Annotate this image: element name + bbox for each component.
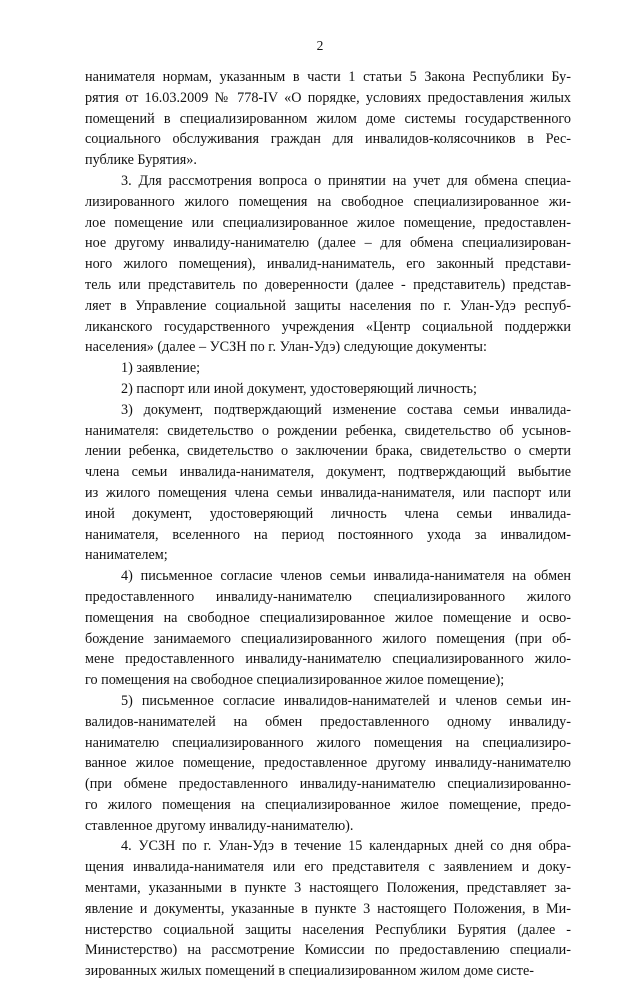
text-line: тель или представитель по доверенности (далее - представитель) представ- [85,276,571,293]
text-line: 3. Для рассмотрения вопроса о принятии на учет для обмена специа- [121,172,571,189]
text-line: ставленное другому инвалиду-нанимателю). [85,817,354,834]
paragraph [85,400,571,566]
text-line: 3) документ, подтверждающий изменение состава семьи инвалида- [121,401,571,418]
text-line: нанимателем; [85,547,168,564]
text-line: помещения на свободное специализированное жилое помещение и осво- [85,609,571,626]
paragraph [85,566,571,691]
text-line: рятия от 16.03.2009 № 778-IV «О порядке, условиях предоставления жилых [85,89,571,106]
text-line: го помещения на свободное специализированное жилое помещение); [85,672,505,689]
text-line: социального обслуживания граждан для инвалидов-колясочников в Рес- [85,131,571,148]
text-line: (при обмене предоставленного инвалиду-нанимателю специализированно- [85,776,571,793]
text-line: помещений в специализированном жилом доме системы государственного [85,110,571,127]
paragraph [85,691,571,837]
text-line: щения инвалида-нанимателя или его представителя с заявлением и доку- [85,859,571,876]
text-line: нистерство социальной защиты населения Республики Бурятия (далее - [85,921,571,938]
text-line: лении ребенка, свидетельство о заключении брака, свидетельство о смерти [85,443,571,460]
text-line: члена семьи инвалида-нанимателя, документ, подтверждающий выбытие [85,464,571,481]
paragraph [85,358,571,379]
text-line: предоставленного инвалиду-нанимателю специализированного жилого [85,588,571,605]
text-line: ного жилого помещения), инвалид-наниматель, его законный представи- [85,256,571,273]
text-line: ляет в Управление социальной защиты населения по г. Улан-Удэ респуб- [85,297,571,314]
text-line: иной документ, удостоверяющий личность члена семьи инвалида- [85,505,571,522]
page-number: 2 [316,38,324,53]
text-line: из жилого помещения члена семьи инвалида-нанимателя, или паспорт или [85,484,571,501]
text-line: лое помещение или специализированное жилое помещение, предоставлен- [85,214,571,231]
text-line: 5) письменное согласие инвалидов-нанимателей и членов семьи ин- [121,692,571,709]
text-line: бождение занимаемого специализированного жилого помещения (при об- [85,630,571,647]
text-line: зированных жилых помещений в специализированном жилом доме систе- [85,963,534,980]
text-line: нанимателя нормам, указанным в части 1 статьи 5 Закона Республики Бу- [85,69,571,85]
text-line: нанимателя, вселенного на период постоянного ухода за инвалидом- [85,526,571,543]
text-line: валидов-нанимателей на обмен предоставленного одному инвалиду- [85,713,571,730]
text-line: нанимателя: свидетельство о рождении ребенка, свидетельство об усынов- [85,422,571,439]
text-line: 4) письменное согласие членов семьи инвалида-нанимателя на обмен [121,568,571,585]
paragraph [85,67,571,171]
text-line: явление и документы, указанные в пункте 3 настоящего Положения, в Ми- [85,900,571,917]
text-line: ванное жилое помещение, предоставленное другому инвалиду-нанимателю [85,755,571,772]
text-line: 4. УСЗН по г. Улан-Удэ в течение 15 календарных дней со дня обра- [121,838,571,855]
paragraph [85,836,571,982]
text-line: публике Бурятия». [85,152,197,169]
text-line: 2) паспорт или иной документ, удостоверяющий личность; [121,380,477,397]
text-line: нанимателю специализированного жилого помещения на специализиро- [85,734,571,751]
text-line: го жилого помещения на специализированное жилое помещение, предо- [85,796,571,813]
text-line: лизированного жилого помещения на свободное специализированное жи- [85,193,571,210]
paragraph [85,379,571,400]
text-line: ментами, указанными в пункте 3 настоящего Положения, представляет за- [85,880,571,897]
text-line: населения» (далее – УСЗН по г. Улан-Удэ) следующие документы: [85,339,487,356]
text-line: ное другому инвалиду-нанимателю (далее – для обмена специализирован- [85,235,571,252]
text-line: 1) заявление; [121,360,201,377]
text-line: Министерство) на рассмотрение Комиссии по предоставлению специали- [85,942,571,959]
text-line: мене предоставленного инвалиду-нанимателю специализированного жило- [85,651,571,668]
text-line: ликанского государственного учреждения «Центр социальной поддержки [85,318,571,335]
document-body [85,67,571,982]
paragraph [85,171,571,358]
